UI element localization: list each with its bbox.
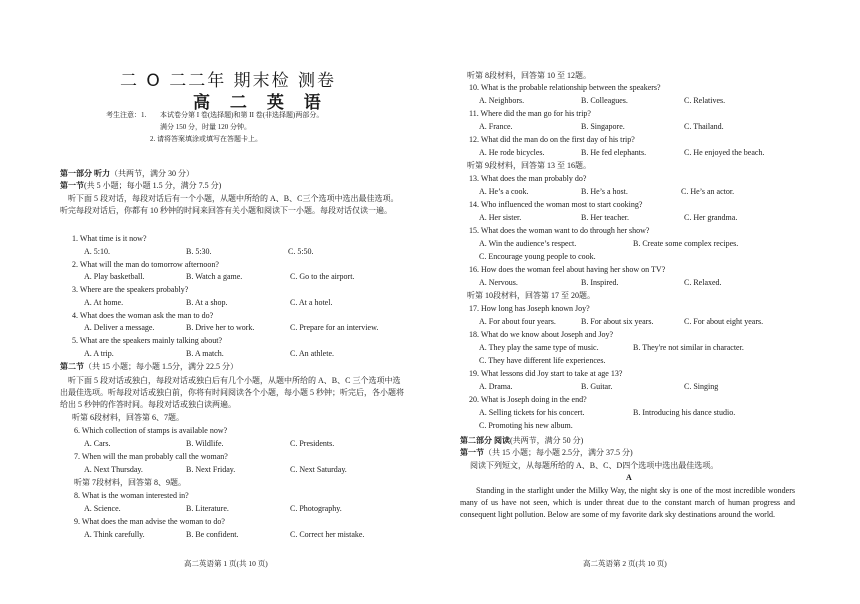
passage-label: A bbox=[626, 473, 632, 482]
q11-option-b: B. Singapore. bbox=[581, 122, 625, 131]
section1-heading-row bbox=[60, 181, 221, 191]
question-14: 14. Who influenced the woman most to start cooking? bbox=[469, 200, 643, 209]
q15-option-a: A. Win the audience’s respect. bbox=[479, 239, 577, 248]
section2-heading: 第二节 bbox=[60, 362, 84, 371]
part2-heading-row bbox=[460, 436, 583, 446]
question-19: 19. What lessons did Joy start to take at age 13? bbox=[469, 369, 623, 378]
part2-heading: 第二部分 阅读 bbox=[460, 436, 510, 445]
question-6: 6. Which collection of stamps is available now? bbox=[74, 426, 228, 435]
q8-option-a: A. Science. bbox=[84, 504, 121, 513]
q16-option-a: A. Nervous. bbox=[479, 278, 518, 287]
material-9-note: 听第 9段材料，回答第 13 至 16题。 bbox=[467, 161, 591, 170]
q6-option-a: A. Cars. bbox=[84, 439, 111, 448]
q1-option-b: B. 5:30. bbox=[186, 247, 212, 256]
page-1-footer: 高二英语第 1 页(共 10 页) bbox=[184, 559, 268, 568]
q2-option-c: C. Go to the airport. bbox=[290, 272, 355, 281]
q16-option-c: C. Relaxed. bbox=[684, 278, 722, 287]
q10-option-a: A. Neighbors. bbox=[479, 96, 525, 105]
q1-option-c: C. 5:50. bbox=[288, 247, 314, 256]
q12-option-b: B. He fed elephants. bbox=[581, 148, 647, 157]
section2-info: （共 15 小题；每小题 1.5分，满分 22.5 分） bbox=[84, 362, 238, 371]
question-9: 9. What does the man advise the woman to do? bbox=[74, 517, 225, 526]
section1-info: (共 5 小题；每小题 1.5 分，满分 7.5 分) bbox=[84, 181, 222, 190]
q10-option-b: B. Colleagues. bbox=[581, 96, 628, 105]
q8-option-b: B. Literature. bbox=[186, 504, 229, 513]
material-10-note: 听第 10段材料，回答第 17 至 20题。 bbox=[467, 291, 595, 300]
question-7: 7. When will the man probably call the woman? bbox=[74, 452, 228, 461]
page-2 bbox=[460, 0, 805, 604]
q7-option-a: A. Next Thursday. bbox=[84, 465, 143, 474]
reading-section1-info: （共 15 小题；每小题 2.5分，满分 37.5 分) bbox=[484, 448, 633, 457]
q14-option-c: C. Her grandma. bbox=[684, 213, 738, 222]
q17-option-b: B. For about six years. bbox=[581, 317, 654, 326]
q11-option-a: A. France. bbox=[479, 122, 513, 131]
q17-option-a: A. For about four years. bbox=[479, 317, 556, 326]
question-5: 5. What are the speakers mainly talking about? bbox=[72, 336, 223, 345]
q1-option-a: A. 5:10. bbox=[84, 247, 110, 256]
notice-2: 满分 150 分，时量 120 分钟。 bbox=[160, 123, 251, 131]
q5-option-c: C. An athlete. bbox=[290, 349, 334, 358]
question-17: 17. How long has Joseph known Joy? bbox=[469, 304, 590, 313]
q18-option-b: B. They're not similar in character. bbox=[633, 343, 744, 352]
q15-option-b: B. Create some complex recipes. bbox=[633, 239, 739, 248]
q13-option-c: C. He’s an actor. bbox=[681, 187, 735, 196]
q2-option-b: B. Watch a game. bbox=[186, 272, 243, 281]
q16-option-b: B. Inspired. bbox=[581, 278, 619, 287]
q13-option-b: B. He’s a host. bbox=[581, 187, 628, 196]
q19-option-b: B. Guitar. bbox=[581, 382, 613, 391]
question-20: 20. What is Joseph doing in the end? bbox=[469, 395, 587, 404]
part1-heading-row bbox=[60, 169, 194, 179]
part1-heading: 第一部分 听力 bbox=[60, 169, 110, 178]
q5-option-b: B. A match. bbox=[186, 349, 224, 358]
question-10: 10. What is the probable relationship between the speakers? bbox=[469, 83, 661, 92]
q13-option-a: A. He’s a cook. bbox=[479, 187, 529, 196]
q3-option-b: B. At a shop. bbox=[186, 298, 228, 307]
q20-option-c: C. Promoting his new album. bbox=[479, 421, 573, 430]
reading-instructions: 阅读下列短文，从每题所给的 A、B、C、D四个选项中选出最佳选项。 bbox=[470, 461, 719, 470]
q12-option-a: A. He rode bicycles. bbox=[479, 148, 545, 157]
q6-option-c: C. Presidents. bbox=[290, 439, 335, 448]
question-8: 8. What is the woman interested in? bbox=[74, 491, 189, 500]
notice-label: 考生注意：1. bbox=[106, 111, 147, 119]
q3-option-c: C. At a hotel. bbox=[290, 298, 333, 307]
q4-option-a: A. Deliver a message. bbox=[84, 323, 155, 332]
section2-heading-row bbox=[60, 362, 238, 372]
q19-option-a: A. Drama. bbox=[479, 382, 513, 391]
q18-option-a: A. They play the same type of music. bbox=[479, 343, 599, 352]
reading-section1-heading: 第一节 bbox=[460, 448, 484, 457]
material-6-note: 听第 6段材料，回答第 6、7题。 bbox=[72, 413, 184, 422]
q3-option-a: A. At home. bbox=[84, 298, 124, 307]
question-15: 15. What does the woman want to do through her show? bbox=[469, 226, 650, 235]
question-11: 11. Where did the man go for his trip? bbox=[469, 109, 591, 118]
q14-option-b: B. Her teacher. bbox=[581, 213, 629, 222]
q2-option-a: A. Play basketball. bbox=[84, 272, 145, 281]
q9-option-a: A. Think carefully. bbox=[84, 530, 145, 539]
q14-option-a: A. Her sister. bbox=[479, 213, 522, 222]
q4-option-c: C. Prepare for an interview. bbox=[290, 323, 379, 332]
q8-option-c: C. Photography. bbox=[290, 504, 342, 513]
q7-option-b: B. Next Friday. bbox=[186, 465, 236, 474]
q17-option-c: C. For about eight years. bbox=[684, 317, 764, 326]
q20-option-b: B. Introducing his dance studio. bbox=[633, 408, 736, 417]
question-2: 2. What will the man do tomorrow afternoon? bbox=[72, 260, 219, 269]
q11-option-c: C. Thailand. bbox=[684, 122, 724, 131]
exam-title: 二 O 二二年 期末检 测卷 bbox=[120, 71, 336, 91]
q6-option-b: B. Wildlife. bbox=[186, 439, 224, 448]
q7-option-c: C. Next Saturday. bbox=[290, 465, 347, 474]
q10-option-c: C. Relatives. bbox=[684, 96, 726, 105]
q12-option-c: C. He enjoyed the beach. bbox=[684, 148, 765, 157]
section2-instructions: 听下面 5 段对话或独白，每段对话或独白后有几个小题，从题中所给的 A、B、C 三个选项中选出最佳选项。听每段对话或独白前，你将有时间阅读各个小题，每小题 5 秒钟；听完后，各小题将给出 5 秒钟的作答时间。每段对话或独白读两遍。 bbox=[60, 376, 404, 409]
q15-option-c: C. Encourage young people to cook. bbox=[479, 252, 596, 261]
notice-1: 本试卷分第 I 卷(选择题)和第 II 卷(非选择题)两部分。 bbox=[160, 111, 324, 119]
question-4: 4. What does the woman ask the man to do? bbox=[72, 311, 214, 320]
section1-instructions: 听下面 5 段对话，每段对话后有一个小题，从题中所给的 A、B、C三个选项中选出最佳选项。听完每段对话后，你都有 10 秒钟的时间来回答有关小题和阅读下一小题。每段对话仅读一遍。 bbox=[60, 194, 399, 215]
question-12: 12. What did the man do on the first day of his trip? bbox=[469, 135, 635, 144]
q20-option-a: A. Selling tickets for his concert. bbox=[479, 408, 585, 417]
notice-3: 2. 请将答案填涂或填写在答题卡上。 bbox=[150, 135, 262, 143]
part1-info: （共两节，满分 30 分） bbox=[110, 169, 194, 178]
question-1: 1. What time is it now? bbox=[72, 234, 147, 243]
material-8-note: 听第 8段材料，回答第 10 至 12题。 bbox=[467, 71, 591, 80]
q4-option-b: B. Drive her to work. bbox=[186, 323, 255, 332]
material-7-note: 听第 7段材料，回答第 8、9题。 bbox=[74, 478, 186, 487]
exam-subtitle: 高 二 英 语 bbox=[193, 93, 328, 113]
page-2-footer: 高二英语第 2 页(共 10 页) bbox=[583, 559, 667, 568]
q19-option-c: C. Singing bbox=[684, 382, 719, 391]
question-18: 18. What do we know about Joseph and Joy? bbox=[469, 330, 614, 339]
q9-option-c: C. Correct her mistake. bbox=[290, 530, 365, 539]
question-3: 3. Where are the speakers probably? bbox=[72, 285, 189, 294]
passage-a-text: Standing in the starlight under the Milky Way, the night sky is one of the most incredible wonders many of us have not seen, which is under threat due to the constant march of human progress and consequent light pollution. Below are some of my favorite dark sky destinations around the world. bbox=[460, 486, 795, 519]
page-1 bbox=[60, 0, 405, 604]
question-13: 13. What does the man probably do? bbox=[469, 174, 587, 183]
question-16: 16. How does the woman feel about having her show on TV? bbox=[469, 265, 666, 274]
q9-option-b: B. Be confident. bbox=[186, 530, 239, 539]
q5-option-a: A. A trip. bbox=[84, 349, 114, 358]
q18-option-c: C. They have different life experiences. bbox=[479, 356, 606, 365]
part2-info: (共两节，满分 50 分) bbox=[510, 436, 584, 445]
section1-heading: 第一节 bbox=[60, 181, 84, 190]
reading-section1-heading-row bbox=[460, 448, 633, 458]
